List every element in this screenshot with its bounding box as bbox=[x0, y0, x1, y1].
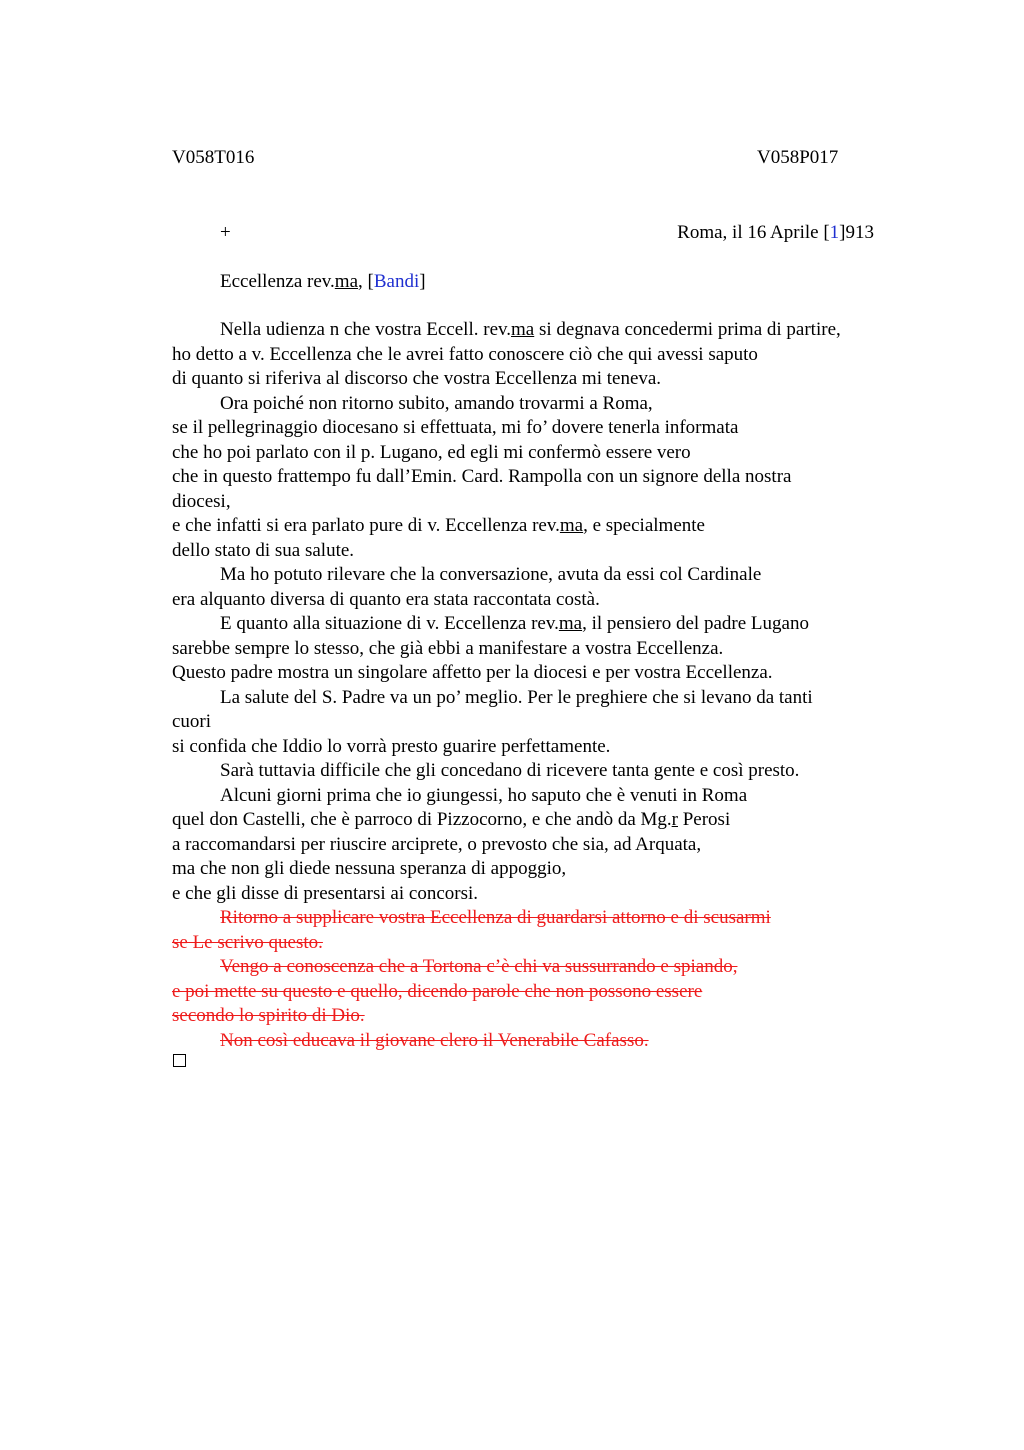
text-line: sarebbe sempre lo stesso, che già ebbi a manifestare a vostra Eccellenza. bbox=[172, 637, 724, 659]
text-run: , il pensiero del padre Lugano bbox=[582, 613, 809, 634]
text-run: quel don Castelli, che è parroco di Pizzocorno, e che andò da Mg. bbox=[172, 809, 672, 830]
deleted-text: e poi mette su questo e quello, dicendo parole che non possono essere bbox=[172, 980, 703, 1002]
text-line bbox=[172, 514, 912, 539]
text-line bbox=[172, 318, 912, 343]
deleted-text: secondo lo spirito di Dio. bbox=[172, 1005, 365, 1026]
salutation-text: Eccellenza rev. bbox=[220, 271, 335, 292]
text-line: cuori bbox=[172, 711, 212, 732]
text-line: ma che non gli diede nessuna speranza di appoggio, bbox=[172, 858, 567, 879]
dateline-prefix: Roma, il 16 Aprile [ bbox=[677, 222, 830, 243]
letter-heading bbox=[172, 221, 874, 245]
text-run: Nella udienza n che vostra Eccell. rev. bbox=[220, 319, 512, 340]
text-line: ho detto a v. Eccellenza che le avrei fatto conoscere ciò che qui avessi saputo bbox=[172, 343, 758, 365]
text-line: Alcuni giorni prima che io giungessi, ho saputo che è venuti in Roma bbox=[220, 784, 748, 806]
deleted-line bbox=[172, 906, 912, 931]
salutation-sep: , [ bbox=[358, 271, 374, 292]
deleted-line bbox=[172, 931, 912, 956]
cross-mark: + bbox=[220, 222, 231, 243]
dateline-suffix: ]913 bbox=[839, 222, 874, 243]
text-line: se il pellegrinaggio diocesano si effettuata, mi fo’ dovere tenerla informata bbox=[172, 417, 739, 438]
dateline bbox=[677, 221, 874, 245]
text-run: E quanto alla situazione di v. Eccellenza rev. bbox=[220, 613, 559, 634]
text-run: si degnava concedermi prima di partire, bbox=[534, 319, 841, 340]
abbrev-superscript: ma bbox=[511, 319, 535, 340]
text-line: Ma ho potuto rilevare che la conversazione, avuta da essi col Cardinale bbox=[220, 564, 762, 585]
deleted-line bbox=[172, 955, 912, 980]
deleted-text: Non così educava il giovane clero il Venerabile Cafasso. bbox=[220, 1029, 649, 1051]
text-line: a raccomandarsi per riuscire arciprete, o prevosto che sia, ad Arquata, bbox=[172, 833, 702, 855]
text-line: di quanto si riferiva al discorso che vostra Eccellenza mi teneva. bbox=[172, 368, 662, 389]
abbrev-superscript: r bbox=[671, 809, 678, 830]
abbrev-superscript: ma bbox=[559, 515, 584, 536]
document-ref-left: V058T016 bbox=[172, 147, 255, 168]
deleted-line bbox=[172, 980, 912, 1005]
text-line: che in questo frattempo fu dall’Emin. Card. Rampolla con un signore della nostra bbox=[172, 466, 792, 487]
text-line: diocesi, bbox=[172, 490, 231, 512]
text-line bbox=[172, 808, 912, 833]
deleted-text: Ritorno a supplicare vostra Eccellenza di guardarsi attorno e di scusarmi bbox=[220, 907, 771, 928]
text-line: Ora poiché non ritorno subito, amando trovarmi a Roma, bbox=[220, 392, 653, 414]
salutation bbox=[220, 270, 426, 294]
text-line: e che gli disse di presentarsi ai concorsi. bbox=[172, 882, 479, 904]
abbrev-superscript: ma bbox=[558, 613, 583, 634]
text-run: e che infatti si era parlato pure di v. Eccellenza rev. bbox=[172, 515, 560, 536]
deleted-text: Vengo a conoscenza che a Tortona c’è chi va sussurrando e spiando, bbox=[220, 956, 738, 977]
text-line: che ho poi parlato con il p. Lugano, ed egli mi confermò essere vero bbox=[172, 441, 691, 463]
deleted-text: se Le scrivo questo. bbox=[172, 931, 323, 953]
salutation-close-bracket: ] bbox=[419, 271, 426, 292]
letter-body bbox=[172, 318, 912, 1053]
text-line: si confida che Iddio lo vorrà presto guarire perfettamente. bbox=[172, 735, 611, 757]
page-ref-right: V058P017 bbox=[757, 147, 839, 168]
end-of-document-box-icon bbox=[173, 1054, 186, 1067]
text-line: dello stato di sua salute. bbox=[172, 539, 355, 561]
abbrev-superscript: ma bbox=[334, 271, 359, 292]
text-line: Questo padre mostra un singolare affetto per la diocesi e per vostra Eccellenza. bbox=[172, 662, 773, 683]
text-line: La salute del S. Padre va un po’ meglio. Per le preghiere che si levano da tanti bbox=[220, 686, 813, 708]
text-line: Sarà tuttavia difficile che gli concedano di ricevere tanta gente e così presto. bbox=[220, 760, 800, 781]
deleted-line bbox=[172, 1029, 912, 1054]
text-line bbox=[172, 612, 912, 637]
editorial-recipient-name: Bandi bbox=[373, 271, 420, 292]
text-run: Perosi bbox=[677, 809, 731, 830]
editorial-insert: 1 bbox=[829, 222, 840, 243]
text-run: , e specialmente bbox=[583, 515, 705, 536]
deleted-line bbox=[172, 1004, 912, 1029]
text-line: era alquanto diversa di quanto era stata raccontata costà. bbox=[172, 588, 600, 610]
